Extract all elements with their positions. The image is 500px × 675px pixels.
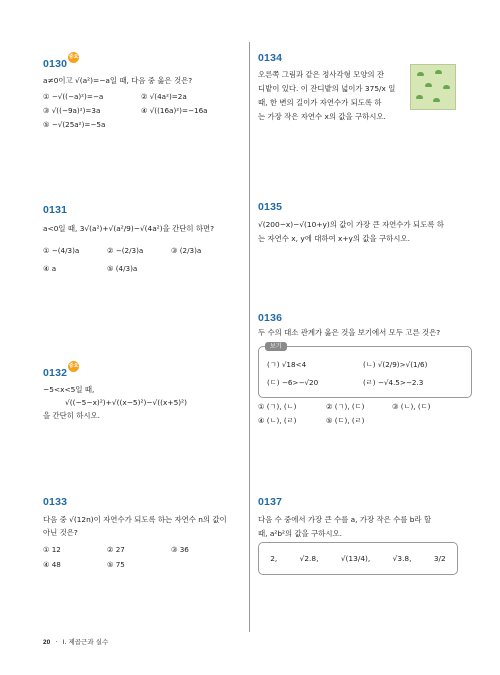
problem-0136 xyxy=(258,312,473,339)
choice-3: ③ (2/3)a xyxy=(171,246,202,255)
number-item-5: 3/2 xyxy=(433,554,446,563)
problem-number: 0132 xyxy=(43,367,68,379)
question-line-1: √(200−x)−√(10+y)의 값이 가장 큰 자연수가 되도록 하 xyxy=(258,220,444,229)
problem-number: 0130 xyxy=(43,58,68,70)
choice-2: ② 27 xyxy=(107,545,125,554)
question-text: a≠0이고 √(a²)=−a일 때, 다음 중 옳은 것은? xyxy=(43,76,193,85)
page-footer: 20 · I. 제곱근과 실수 xyxy=(43,638,109,646)
problem-number: 0137 xyxy=(258,496,283,508)
choice-1: ① 12 xyxy=(43,545,61,554)
choice-1: ① −√((−a)²)=−a xyxy=(43,92,104,101)
example-item-1: (ㄱ) √18<4 xyxy=(267,360,307,369)
problem-0137 xyxy=(258,496,473,541)
problem-number: 0134 xyxy=(258,52,283,64)
number-item-1: 2, xyxy=(270,554,278,563)
question-line-3: 을 간단히 하시오. xyxy=(43,411,101,420)
question-line-4: 는 가장 작은 자연수 x의 값을 구하시오. xyxy=(258,112,386,121)
question-line-2: 때, a²b²의 값을 구하시오. xyxy=(258,529,343,538)
square-lawn-figure xyxy=(410,64,456,110)
choice-2: ② −(2/3)a xyxy=(107,246,144,255)
problem-0133 xyxy=(43,496,248,571)
question-text: a<0일 때, 3√(a²)+√(a²/9)−√(4a²)을 간단히 하면? xyxy=(43,224,215,233)
example-box xyxy=(258,343,472,398)
choice-2: ② (ㄱ), (ㄷ) xyxy=(326,402,365,411)
question-line-2: 는 자연수 x, y에 대하여 x+y의 값을 구하시오. xyxy=(258,234,410,243)
problem-number: 0136 xyxy=(258,312,283,324)
question-line-2: √((−5−x)²)+√((x−5)²)−√((x+5)²) xyxy=(65,398,187,407)
question-line-2: 아닌 것은? xyxy=(43,528,78,537)
number-item-2: √2.8, xyxy=(299,554,319,563)
problem-0131 xyxy=(43,204,243,275)
problem-number: 0131 xyxy=(43,204,68,216)
question-line-1: 오른쪽 그림과 같은 정사각형 모양의 잔 xyxy=(258,70,384,79)
choice-2: ② √(4a²)=2a xyxy=(141,92,187,101)
question-line-3: 때, 한 변의 길이가 자연수가 되도록 하 xyxy=(258,98,382,107)
example-item-3: (ㄷ) −6>−√20 xyxy=(267,378,319,387)
problem-0135 xyxy=(258,201,468,246)
choice-4: ④ (ㄴ), (ㄹ) xyxy=(258,416,297,425)
choice-5: ⑤ 75 xyxy=(107,560,125,569)
important-badge: 중요 xyxy=(68,52,79,63)
problem-0132 xyxy=(43,361,243,422)
problem-0136-choices xyxy=(258,401,473,427)
problem-number: 0135 xyxy=(258,201,283,213)
choice-1: ① −(4/3)a xyxy=(43,246,80,255)
important-badge: 중요 xyxy=(68,361,79,372)
choice-4: ④ √((16a)²)=−16a xyxy=(141,106,208,115)
choice-3: ③ 36 xyxy=(171,545,189,554)
column-divider xyxy=(249,42,250,632)
section-title: I. 제곱근과 실수 xyxy=(62,638,109,646)
choice-4: ④ 48 xyxy=(43,560,61,569)
choice-3: ③ (ㄴ), (ㄷ) xyxy=(392,402,431,411)
choice-5: ⑤ −√(25a²)=−5a xyxy=(43,120,106,129)
problem-0130 xyxy=(43,52,243,131)
choice-4: ④ a xyxy=(43,264,57,273)
page-number: 20 xyxy=(43,639,51,646)
question-text: 두 수의 대소 관계가 옳은 것을 보기에서 모두 고른 것은? xyxy=(258,328,441,337)
choice-5: ⑤ (4/3)a xyxy=(107,264,138,273)
question-line-1: −5<x<5일 때, xyxy=(43,385,95,394)
question-line-1: 다음 수 중에서 가장 큰 수를 a, 가장 작은 수를 b라 할 xyxy=(258,515,432,524)
example-item-2: (ㄴ) √(2/9)>√(1/6) xyxy=(363,360,428,369)
number-list-box xyxy=(258,542,458,575)
number-item-4: √3.8, xyxy=(392,554,412,563)
choice-1: ① (ㄱ), (ㄴ) xyxy=(258,402,297,411)
question-line-1: 다음 중 √(12n)이 자연수가 되도록 하는 자연수 n의 값이 xyxy=(43,515,227,524)
number-item-3: √(13/4), xyxy=(340,554,371,563)
choice-3: ③ √((−9a)²)=3a xyxy=(43,106,101,115)
example-box-tag: 보기 xyxy=(265,342,287,351)
problem-number: 0133 xyxy=(43,496,68,508)
choice-5: ⑤ (ㄷ), (ㄹ) xyxy=(326,416,365,425)
question-line-2: 디밭이 있다. 이 잔디밭의 넓이가 375/x 일 xyxy=(258,84,396,93)
example-item-4: (ㄹ) −√4.5>−2.3 xyxy=(363,378,424,387)
